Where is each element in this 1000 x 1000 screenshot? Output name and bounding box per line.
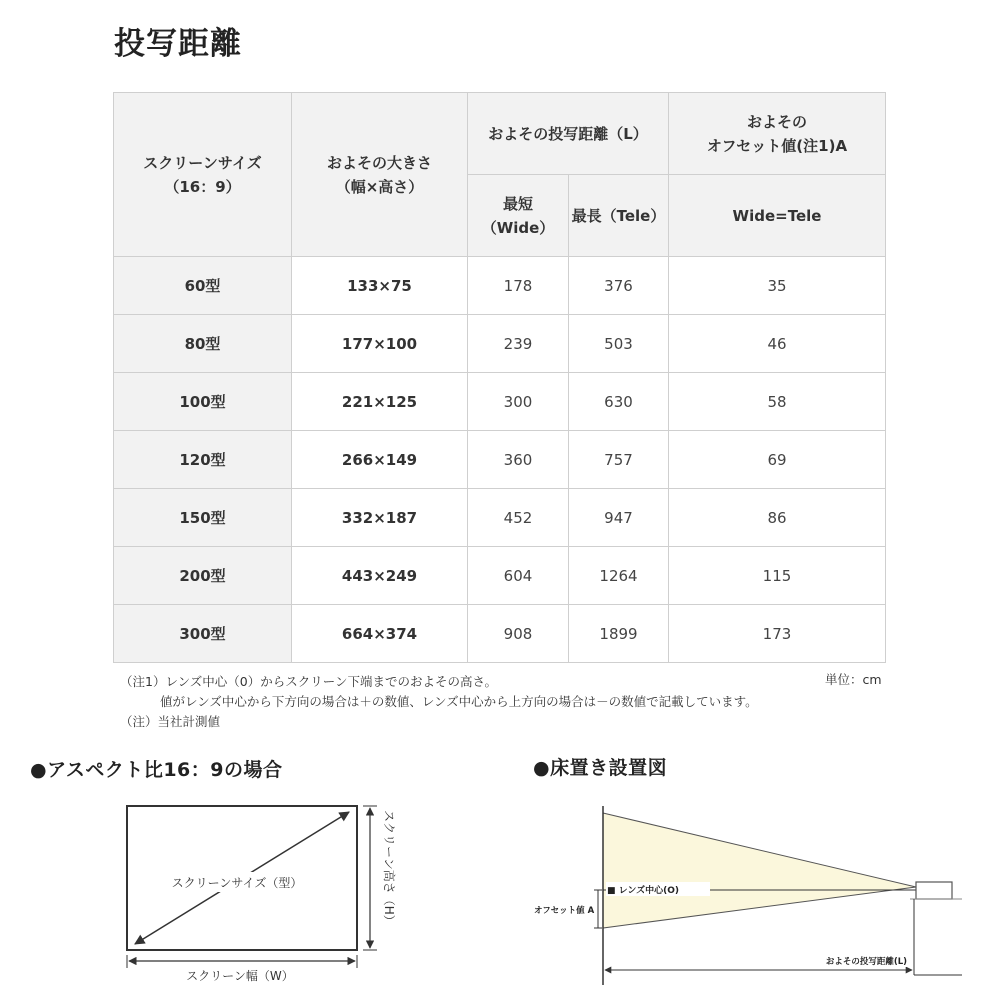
cell-offset: 46 bbox=[669, 315, 886, 373]
cell-offset: 35 bbox=[669, 257, 886, 315]
cell-min: 452 bbox=[468, 489, 569, 547]
projector-body bbox=[916, 882, 952, 899]
aspect-section-title: ●アスペクト比16：9の場合 bbox=[30, 759, 283, 781]
cell-dims: 266×149 bbox=[292, 431, 468, 489]
cell-max: 1264 bbox=[569, 547, 669, 605]
unit-label: 単位：cm bbox=[825, 672, 882, 687]
cell-max: 630 bbox=[569, 373, 669, 431]
screen-size-label: スクリーンサイズ（型） bbox=[171, 876, 303, 890]
cell-min: 178 bbox=[468, 257, 569, 315]
cell-dims: 443×249 bbox=[292, 547, 468, 605]
header-offset: およその オフセット値(注1)A bbox=[669, 93, 886, 175]
lens-center-label: ■ レンズ中心(O) bbox=[607, 886, 680, 896]
offset-label: オフセット値 A bbox=[534, 906, 595, 916]
cell-size: 200型 bbox=[114, 547, 292, 605]
header-shortest: 最短 （Wide） bbox=[468, 175, 569, 257]
note-1-continued: 値がレンズ中心から下方向の場合は＋の数値、レンズ中心から上方向の場合は－の数値で記載しています。 bbox=[160, 694, 758, 709]
cell-dims: 133×75 bbox=[292, 257, 468, 315]
cell-min: 300 bbox=[468, 373, 569, 431]
cell-max: 947 bbox=[569, 489, 669, 547]
cell-dims: 221×125 bbox=[292, 373, 468, 431]
cell-max: 757 bbox=[569, 431, 669, 489]
cell-size: 80型 bbox=[114, 315, 292, 373]
screen-width-label: スクリーン幅（W） bbox=[186, 969, 294, 983]
page-title: 投写距離 bbox=[114, 26, 242, 62]
cell-dims: 332×187 bbox=[292, 489, 468, 547]
screen-height-label: スクリーン高さ（H） bbox=[382, 810, 396, 927]
cell-size: 100型 bbox=[114, 373, 292, 431]
aspect-diagram bbox=[127, 806, 397, 983]
cell-dims: 177×100 bbox=[292, 315, 468, 373]
cell-max: 1899 bbox=[569, 605, 669, 663]
cell-min: 604 bbox=[468, 547, 569, 605]
cell-offset: 69 bbox=[669, 431, 886, 489]
header-approx-size: およその大きさ （幅×高さ） bbox=[292, 93, 468, 257]
header-longest: 最長（Tele） bbox=[569, 175, 669, 257]
cell-size: 120型 bbox=[114, 431, 292, 489]
cell-size: 300型 bbox=[114, 605, 292, 663]
cell-size: 150型 bbox=[114, 489, 292, 547]
header-wide-tele: Wide=Tele bbox=[669, 175, 886, 257]
throw-distance-label: およその投写距離(L) bbox=[825, 957, 907, 967]
cell-max: 376 bbox=[569, 257, 669, 315]
note-1: （注1）レンズ中心（0）からスクリーン下端までのおよその高さ。 bbox=[120, 674, 497, 689]
projection-beam bbox=[603, 813, 916, 928]
cell-min: 908 bbox=[468, 605, 569, 663]
header-throw-distance: およその投写距離（L） bbox=[468, 93, 669, 175]
cell-offset: 115 bbox=[669, 547, 886, 605]
cell-dims: 664×374 bbox=[292, 605, 468, 663]
cell-min: 239 bbox=[468, 315, 569, 373]
cell-size: 60型 bbox=[114, 257, 292, 315]
cell-max: 503 bbox=[569, 315, 669, 373]
note-2: （注）当社計測値 bbox=[120, 714, 221, 729]
cell-offset: 58 bbox=[669, 373, 886, 431]
floor-diagram bbox=[534, 806, 962, 985]
header-screen-size: スクリーンサイズ （16：9） bbox=[114, 93, 292, 257]
floor-section-title: ●床置き設置図 bbox=[533, 757, 668, 779]
cell-min: 360 bbox=[468, 431, 569, 489]
cell-offset: 86 bbox=[669, 489, 886, 547]
cell-offset: 173 bbox=[669, 605, 886, 663]
